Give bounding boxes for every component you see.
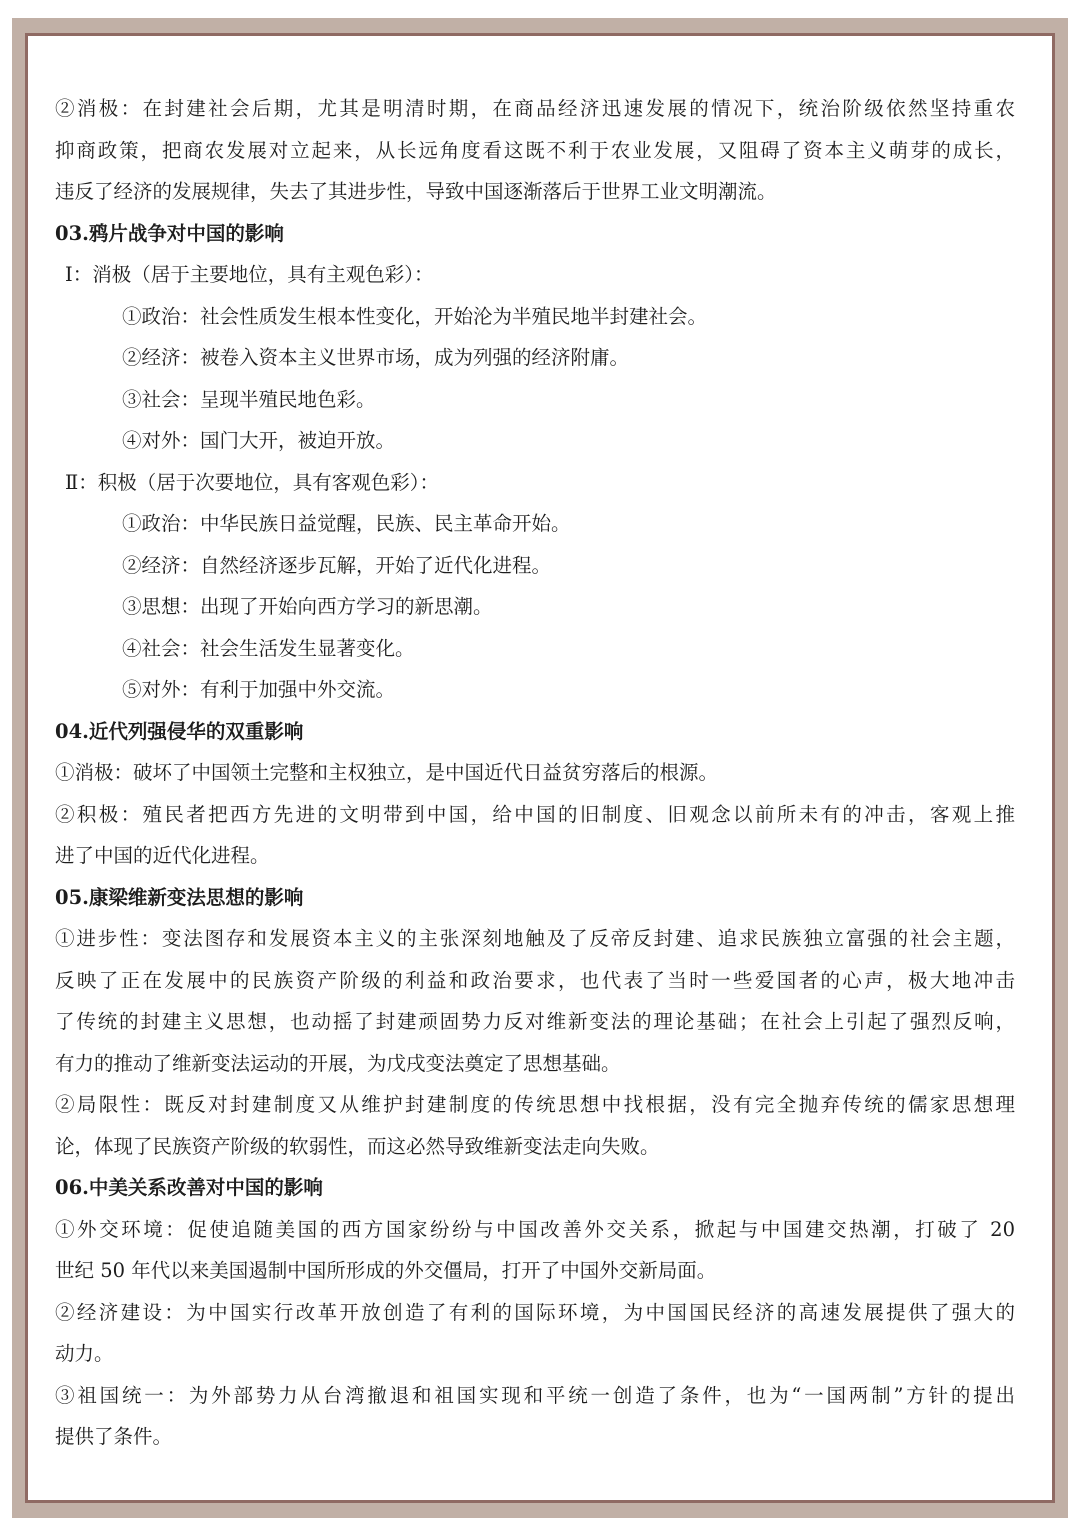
paragraph-line: 动力。 <box>55 1342 114 1365</box>
paragraph-line: 世纪 50 年代以来美国遏制中国所形成的外交僵局，打开了中国外交新局面。 <box>55 1259 717 1282</box>
paragraph-line: ③祖国统一：为外部势力从台湾撤退和祖国实现和平统一创造了条件，也为“一国两制”方针的提出 <box>55 1383 1015 1407</box>
negative-subheading: Ⅰ：消极（居于主要地位，具有主观色彩）： <box>65 263 434 286</box>
paragraph-line: 了传统的封建主义思想，也动摇了封建顽固势力反对维新变法的理论基础；在社会上引起了强烈反响， <box>55 1010 1015 1033</box>
paragraph-line: 有力的推动了维新变法运动的开展，为戊戌变法奠定了思想基础。 <box>55 1051 621 1075</box>
paragraph-line: ②积极：殖民者把西方先进的文明带到中国，给中国的旧制度、旧观念以前所未有的冲击，客观上推 <box>55 802 1015 826</box>
paragraph-line: 违反了经济的发展规律，失去了其进步性，导致中国逐渐落后于世界工业文明潮流。 <box>55 180 777 203</box>
list-item: ④社会：社会生活发生显著变化。 <box>122 636 415 660</box>
list-item: ⑤对外：有利于加强中外交流。 <box>122 678 396 701</box>
paragraph-line: ①外交环境：促使追随美国的西方国家纷纷与中国改善外交关系，掀起与中国建交热潮，打破了 20 <box>55 1217 1015 1241</box>
list-item: ④对外：国门大开，被迫开放。 <box>122 429 396 452</box>
list-item: ①政治：中华民族日益觉醒，民族、民主革命开始。 <box>122 512 571 535</box>
list-item: ②经济：自然经济逐步瓦解，开始了近代化进程。 <box>122 553 552 577</box>
section-heading-06: 06.中美关系改善对中国的影响 <box>55 1176 323 1199</box>
paragraph-line: 抑商政策，把商农发展对立起来，从长远角度看这既不利于农业发展，又阻碍了资本主义萌芽的成长， <box>55 138 1015 162</box>
list-item: ①政治：社会性质发生根本性变化，开始沦为半殖民地半封建社会。 <box>122 304 708 328</box>
section-heading-04: 04.近代列强侵华的双重影响 <box>55 719 304 743</box>
paragraph-line: 进了中国的近代化进程。 <box>55 844 270 867</box>
list-item: ③思想：出现了开始向西方学习的新思潮。 <box>122 595 493 618</box>
paragraph-line: 提供了条件。 <box>55 1425 173 1448</box>
paragraph-line: ①消极：破坏了中国领土完整和主权独立，是中国近代日益贫穷落后的根源。 <box>55 761 719 784</box>
list-item: ③社会：呈现半殖民地色彩。 <box>122 387 376 411</box>
list-item: ②经济：被卷入资本主义世界市场，成为列强的经济附庸。 <box>122 346 630 369</box>
section-heading-05: 05.康梁维新变法思想的影响 <box>55 885 304 909</box>
section-heading-03: 03.鸦片战争对中国的影响 <box>55 221 284 245</box>
positive-subheading: Ⅱ：积极（居于次要地位，具有客观色彩）： <box>65 470 440 494</box>
paragraph-line: ②经济建设：为中国实行改革开放创造了有利的国际环境，为中国国民经济的高速发展提供了强大的 <box>55 1300 1015 1324</box>
document-body <box>55 88 1015 1458</box>
paragraph-line: ①进步性：变法图存和发展资本主义的主张深刻地触及了反帝反封建、追求民族独立富强的社会主题， <box>55 927 1015 950</box>
paragraph-line: ②消极：在封建社会后期，尤其是明清时期，在商品经济迅速发展的情况下，统治阶级依然坚持重农 <box>55 97 1015 120</box>
paragraph-line: 反映了正在发展中的民族资产阶级的利益和政治要求，也代表了当时一些爱国者的心声，极大地冲击 <box>55 968 1015 992</box>
paragraph-line: 论，体现了民族资产阶级的软弱性，而这必然导致维新变法走向失败。 <box>55 1134 660 1158</box>
paragraph-line: ②局限性：既反对封建制度又从维护封建制度的传统思想中找根据，没有完全抛弃传统的儒家思想理 <box>55 1093 1015 1116</box>
